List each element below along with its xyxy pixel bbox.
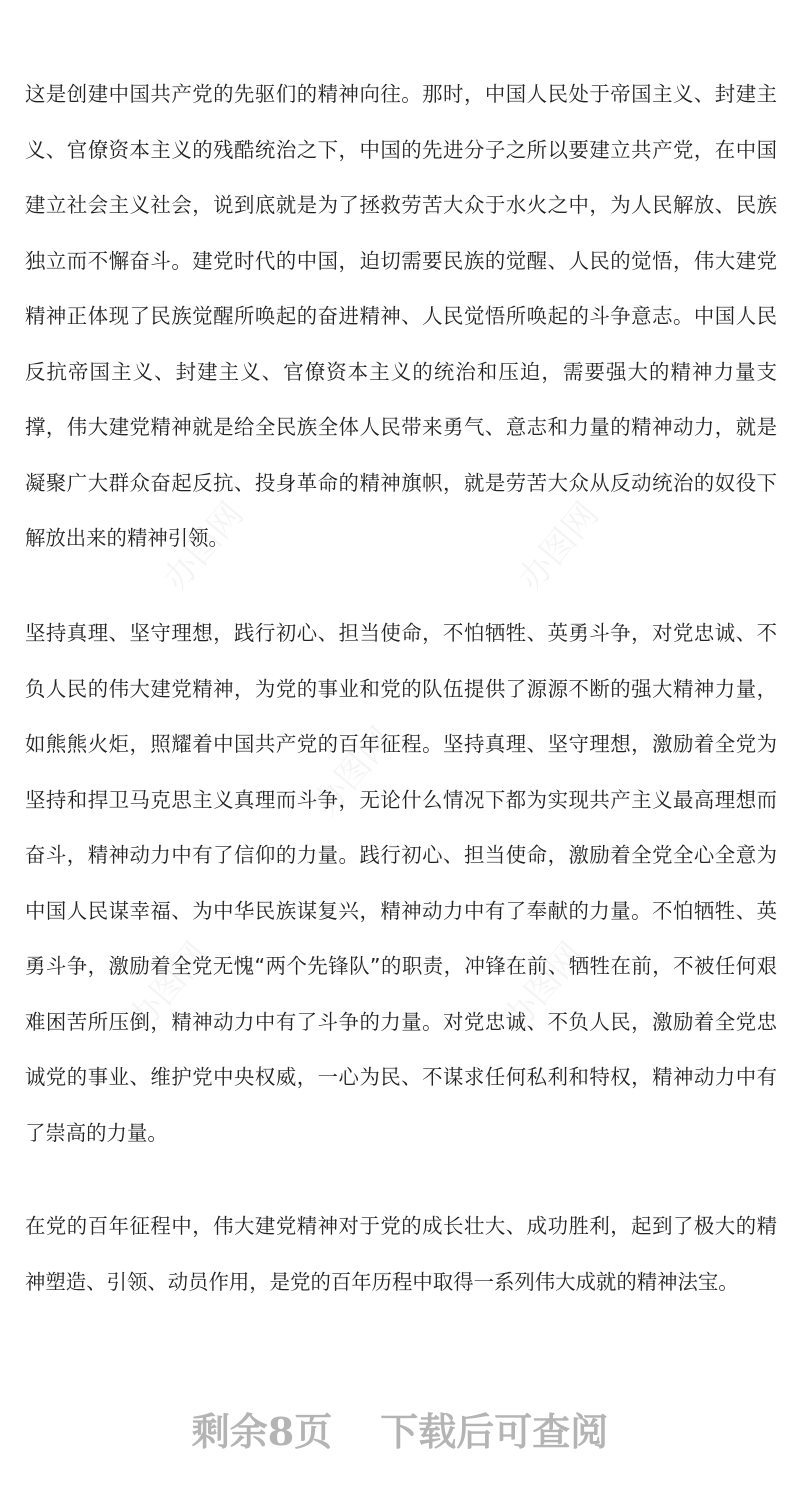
- body-paragraph-3: 在党的百年征程中，伟大建党精神对于党的成长壮大、成功胜利，起到了极大的精神塑造、引领、动员作用，是党的百年历程中取得一系列伟大成就的精神法宝。: [25, 1214, 777, 1294]
- body-paragraph-2: 坚持真理、坚守理想，践行初心、担当使命，不怕牺牲、英勇斗争，对党忠诚、不负人民的伟大建党精神，为党的事业和党的队伍提供了源源不断的强大精神力量，如熊熊火炬，照耀着中国共产党的百年征程。坚持真理、坚守理想，激励着全党为坚持和捍卫马克思主义真理而斗争，无论什么情况下都为实现共产主义最高理想而奋斗，精神动力中有了信仰的力量。践行初心、担当使命，激励着全党全心全意为中国人民谋幸福、为中华民族谋复兴，精神动力中有了奉献的力量。不怕牺牲、英勇斗争，激励着全党无愧“两个先锋队”的职责，冲锋在前、牺牲在前，不被任何艰难困苦所压倒，精神动力中有了斗争的力量。对党忠诚、不负人民，激励着全党忠诚党的事业、维护党中央权威，一心为民、不谋求任何私利和特权，精神动力中有了崇高的力量。: [25, 621, 777, 1145]
- download-hint-label: 下载后可查阅: [380, 1409, 609, 1454]
- body-paragraph-1: 这是创建中国共产党的先驱们的精神向往。那时，中国人民处于帝国主义、封建主义、官僚资本主义的残酷统治之下，中国的先进分子之所以要建立共产党，在中国建立社会主义社会，说到底就是为了拯救劳苦大众于水火之中，为人民解放、民族独立而不懈奋斗。建党时代的中国，迫切需要民族的觉醒、人民的觉悟，伟大建党精神正体现了民族觉醒所唤起的奋进精神、人民觉悟所唤起的斗争意志。中国人民反抗帝国主义、封建主义、官僚资本主义的统治和压迫，需要强大的精神力量支撑，伟大建党精神就是给全民族全体人民带来勇气、意志和力量的精神动力，就是凝聚广大群众奋起反抗、投身革命的精神旗帜，就是劳苦大众从反动统治的奴役下解放出来的精神引领。: [25, 82, 777, 550]
- remaining-pages-label: 剩余8页: [191, 1409, 333, 1454]
- download-prompt[interactable]: [0, 1400, 800, 1470]
